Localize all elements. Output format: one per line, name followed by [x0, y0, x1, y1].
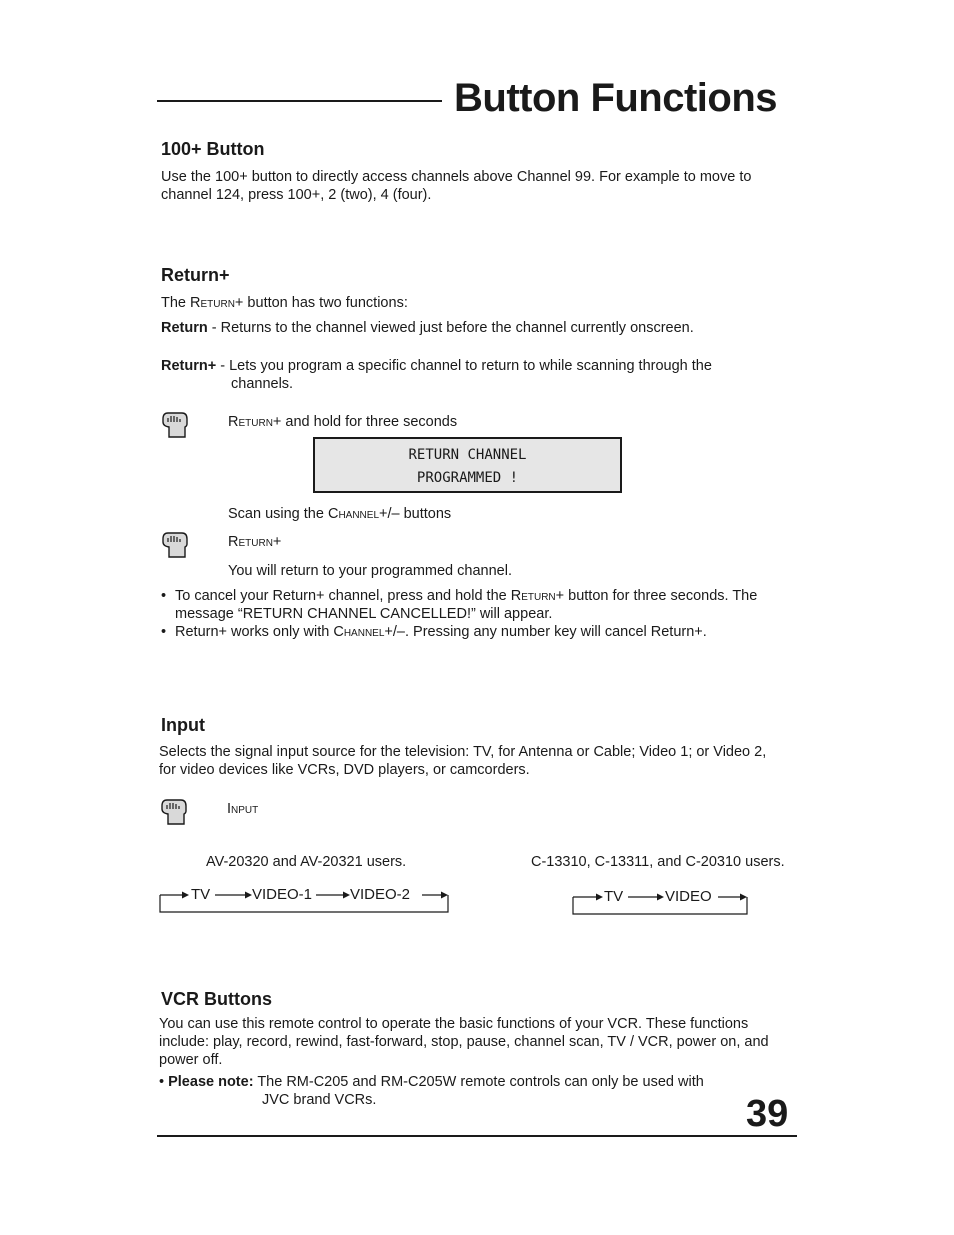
header-rule	[157, 100, 442, 102]
bullet1-pre: To cancel your Return+ channel, press and hold the	[175, 588, 511, 604]
step2-post: +/– buttons	[379, 506, 452, 522]
return-key-name: Return+	[190, 295, 244, 311]
input-step-key: Input	[227, 801, 259, 817]
flow-video-1: VIDEO-1	[252, 886, 313, 903]
returnplus-definition	[161, 357, 712, 375]
heading-100-button: 100+ Button	[161, 139, 265, 159]
page-title: Button Functions	[454, 76, 778, 120]
return-intro-post: button has two functions:	[243, 295, 408, 311]
input-line2: for video devices like VCRs, DVD players, or camcorders.	[159, 762, 530, 778]
flow-video: VIDEO	[665, 888, 712, 905]
hand-press-icon	[160, 530, 190, 560]
return-definition	[161, 319, 694, 337]
bullet2-pre: Return+ works only with	[175, 624, 334, 640]
vcr-line2: include: play, record, rewind, fast-forward, stop, pause, channel scan, TV / VCR, power on, and	[159, 1034, 769, 1050]
flow-tv: TV	[191, 886, 211, 903]
bullet1-line1	[175, 587, 757, 605]
step2-pre: Scan using the	[228, 506, 328, 522]
bullet-marker: •	[161, 624, 167, 640]
note-label: Please note:	[168, 1074, 254, 1090]
returnplus-text1: - Lets you program a specific channel to return to while scanning through the	[216, 358, 712, 374]
bullet1-key: Return+	[510, 588, 565, 604]
heading-input: Input	[161, 715, 205, 735]
note-bullet: •	[159, 1074, 165, 1090]
step3-key: Return+	[228, 534, 282, 550]
heading-return-plus: Return+	[161, 265, 230, 285]
step2-text	[228, 505, 451, 523]
right-input-cycle-diagram	[571, 882, 751, 918]
left-caption: AV-20320 and AV-20321 users.	[206, 854, 407, 870]
display-line1: RETURN CHANNEL	[408, 447, 527, 463]
note-text1: The RM-C205 and RM-C205W remote controls can only be used with	[257, 1074, 704, 1090]
return-text: - Returns to the channel viewed just before the channel currently onscreen.	[207, 320, 694, 336]
flow-tv: TV	[604, 888, 624, 905]
page-number: 39	[746, 1093, 789, 1135]
display-line2: PROGRAMMED !	[416, 470, 519, 486]
hand-press-icon	[159, 797, 189, 827]
step1-key: Return+	[228, 414, 282, 430]
returnplus-text2: channels.	[231, 376, 294, 392]
right-caption: C-13310, C-13311, and C-20310 users.	[531, 854, 785, 870]
note-line2: JVC brand VCRs.	[262, 1092, 377, 1108]
step2-key: Channel	[327, 506, 380, 522]
bullet2-line1	[175, 623, 707, 641]
vcr-line3: power off.	[159, 1052, 223, 1068]
text-100-line1: Use the 100+ button to directly access channels above Channel 99. For example to move to	[161, 169, 752, 185]
input-line1: Selects the signal input source for the television: TV, for Antenna or Cable; Video 1; or Video 2,	[159, 744, 767, 760]
return-intro	[161, 294, 408, 312]
heading-vcr-buttons: VCR Buttons	[161, 989, 272, 1009]
bullet2-post: +/–. Pressing any number key will cancel Return+.	[384, 624, 707, 640]
step1-text	[228, 413, 457, 431]
bullet1-post: button for three seconds. The	[564, 588, 758, 604]
bullet-marker: •	[161, 588, 167, 604]
text-100-line2: channel 124, press 100+, 2 (two), 4 (four).	[161, 187, 432, 203]
step1-desc: and hold for three seconds	[281, 414, 458, 430]
return-label: Return	[161, 320, 208, 336]
vcr-line1: You can use this remote control to operate the basic functions of your VCR. These functions	[159, 1016, 749, 1032]
onscreen-display	[313, 437, 622, 493]
footer-rule	[157, 1135, 797, 1137]
returnplus-label: Return+	[161, 358, 217, 374]
bullet2-key: Channel	[333, 624, 385, 640]
bullet1-line2: message “RETURN CHANNEL CANCELLED!” will appear.	[175, 606, 553, 622]
flow-video-2: VIDEO-2	[350, 886, 411, 903]
hand-press-icon	[160, 410, 190, 440]
step4-text: You will return to your programmed channel.	[228, 563, 512, 579]
note-line1	[159, 1073, 704, 1091]
return-intro-pre: The	[161, 295, 191, 311]
